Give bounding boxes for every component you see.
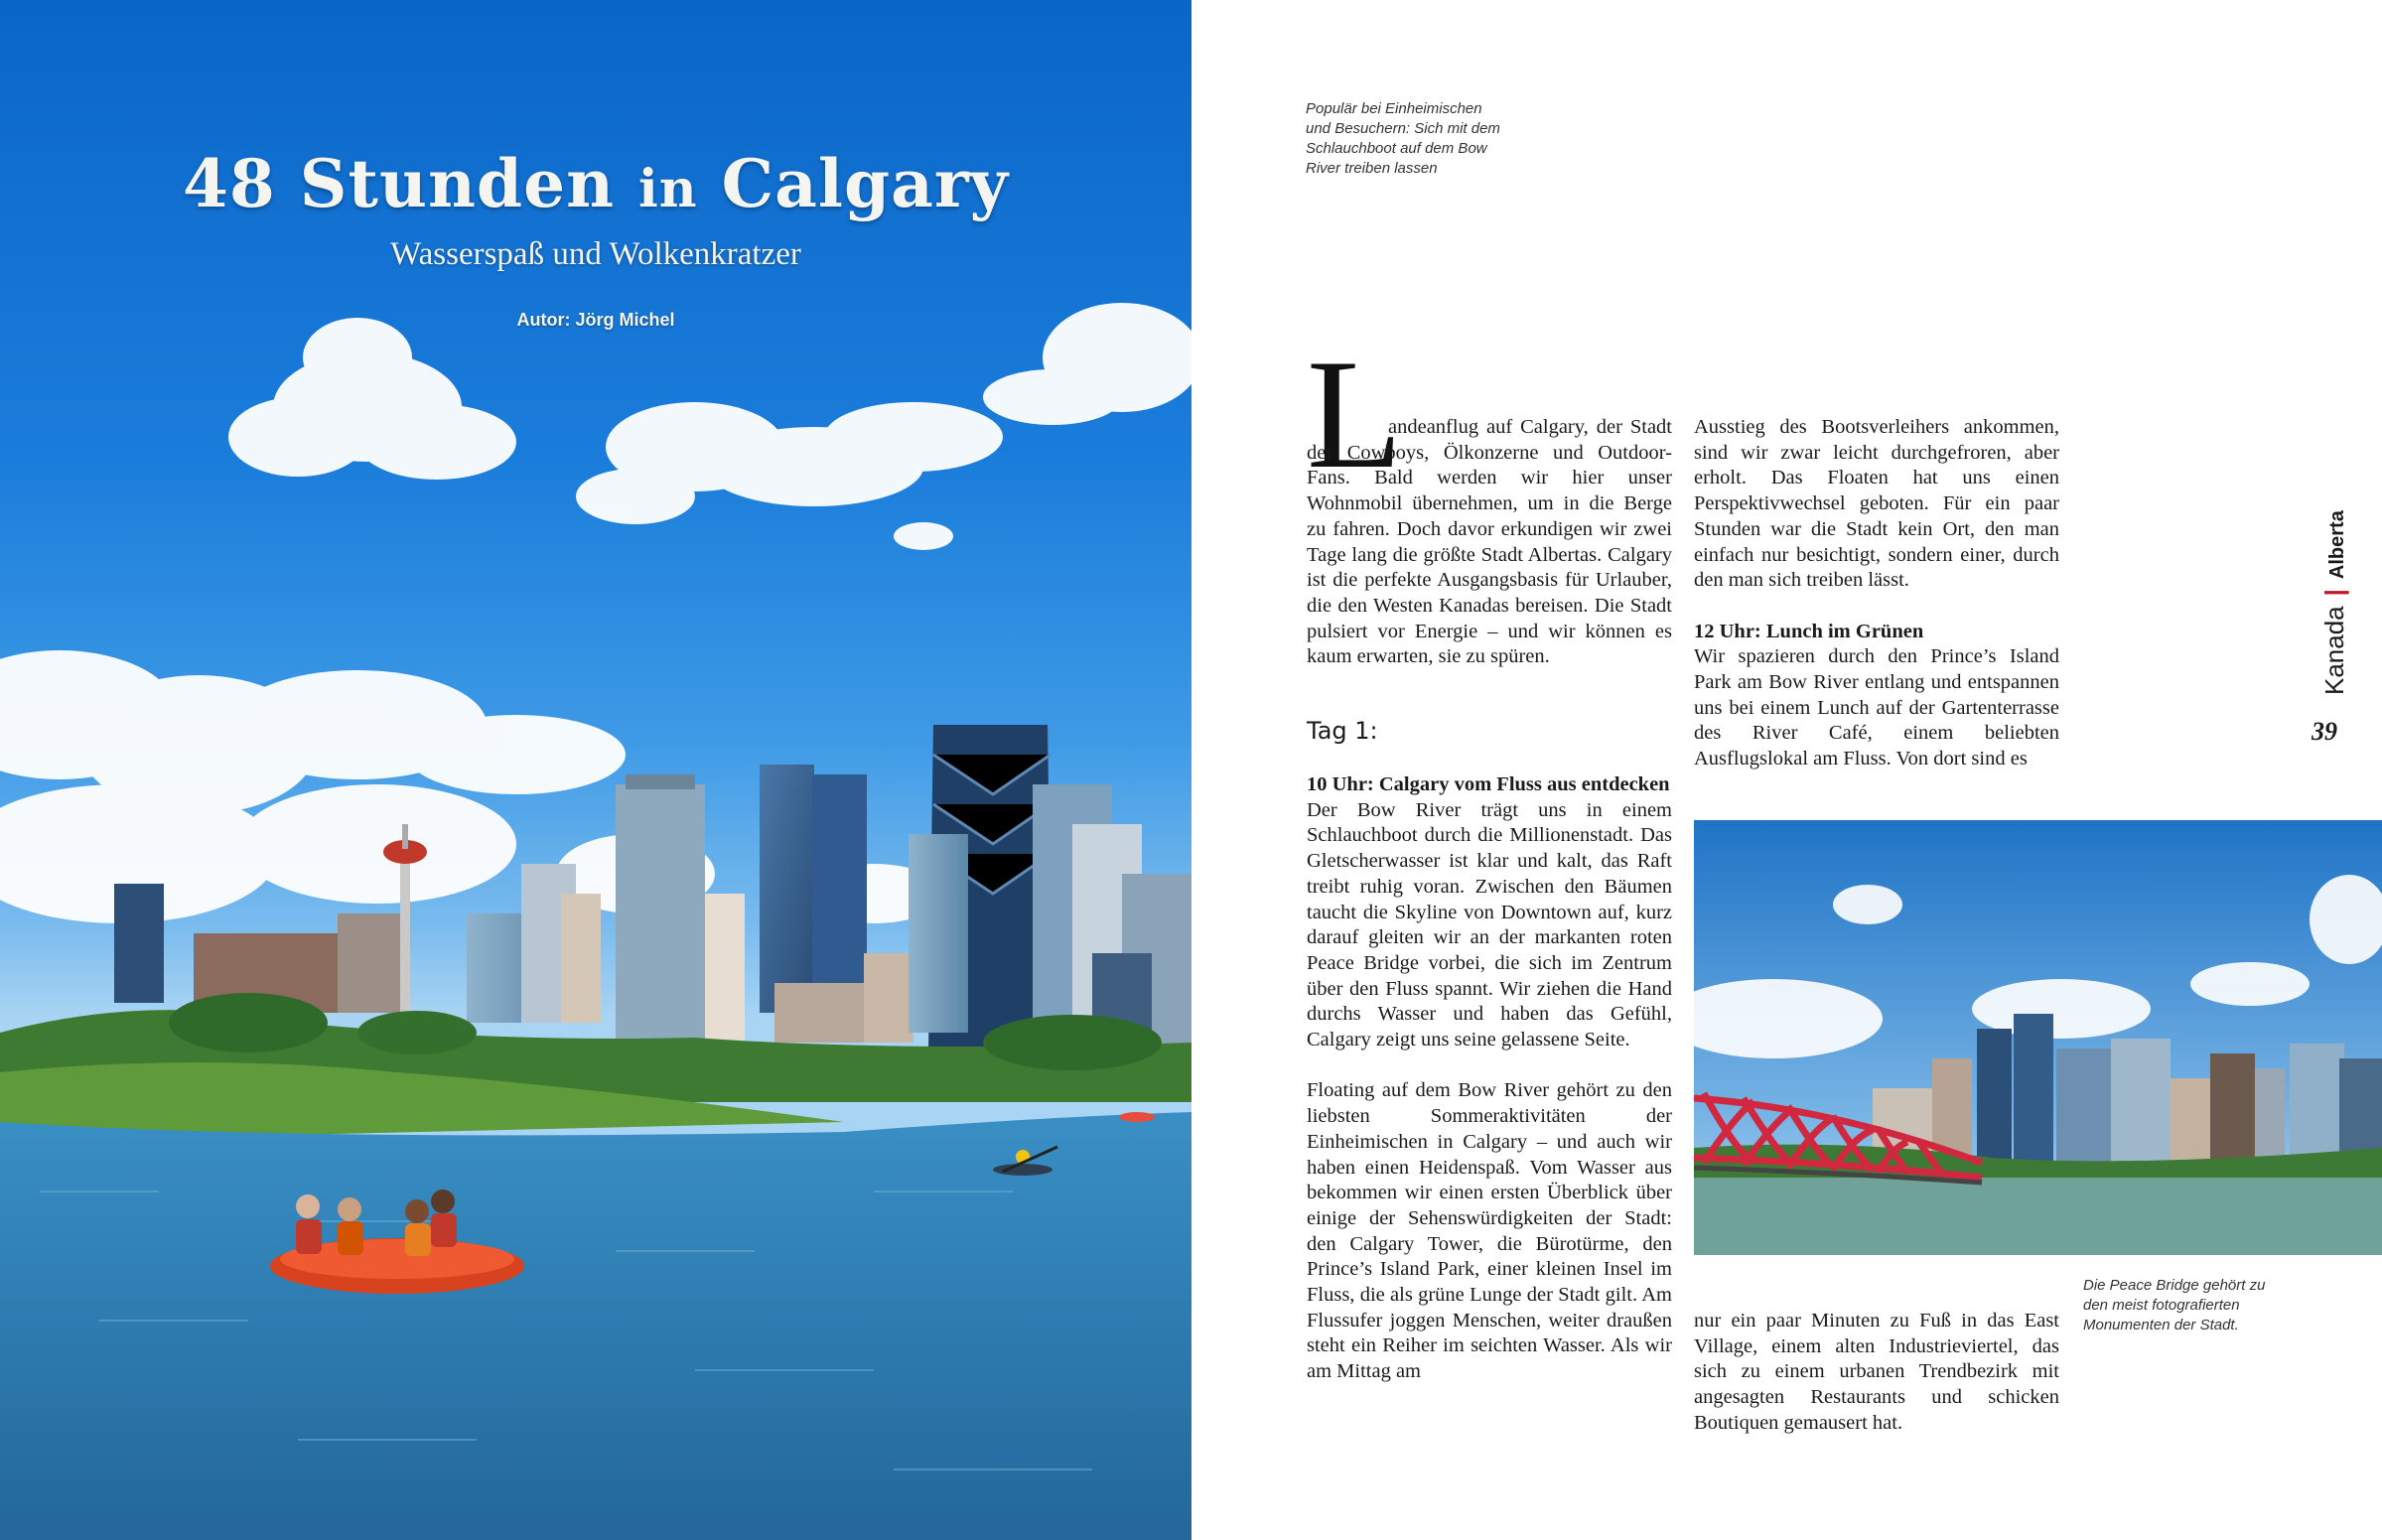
- page-number: 39: [2312, 717, 2337, 746]
- section-heading-lunch: 12 Uhr: Lunch im Grünen: [1694, 620, 1924, 642]
- body-paragraph: Der Bow River trägt uns in einem Schlauchboot durch die Millionenstadt. Das Gletscherwasser ist klar und kalt, das Raft treibt ruhig voran. Zwischen den Bäumen taucht die Skyline von Downtown auf, kurz darauf gleiten wir an der markanten roten Peace Bridge vorbei, die sich im Zentrum über den Fluss spannt. Wir ziehen die Hand durchs Wasser und haben das Gefühl, Calgary zeigt uns seine gelassene Seite.: [1307, 798, 1672, 1051]
- day-heading: Tag 1:: [1307, 717, 1378, 745]
- body-paragraph: Wir spazieren durch den Prince’s Island Park am Bow River entlang und entspannen uns bei einem Lunch auf der Gartenterrasse des River Café, einem beliebten Ausflugslokal am Fluss. Von dort sind es: [1694, 645, 2059, 770]
- region-label: Alberta: [2326, 510, 2348, 580]
- country-label: Kanada: [2319, 606, 2349, 695]
- author-byline: Autor: Jörg Michel: [516, 310, 675, 330]
- photo-caption-raft: Populär bei Einheimischen und Besuchern: Sich mit dem Schlauchboot auf dem Bow River treiben lassen: [1306, 100, 1500, 177]
- body-paragraph: Floating auf dem Bow River gehört zu den liebsten Sommeraktivitäten der Einheimischen in Calgary – und auch wir haben einen Heidenspaß. Vom Wasser aus bekommen wir einen ersten Überblick über einige der Sehenswürdigkeiten der Stadt: den Calgary Tower, die Bürotürme, den Prince’s Island Park, einer kleinen Insel im Fluss, die als grüne Lunge der Stadt gilt. Am Flussufer joggen Menschen, weiter draußen steht ein Reiher im seichten Wasser. Als wir am Mittag am: [1307, 1079, 1672, 1383]
- tab-separator: |: [2319, 589, 2349, 597]
- photo-caption-bridge: Die Peace Bridge gehört zu den meist fotografierten Monumenten der Stadt.: [2083, 1277, 2266, 1333]
- body-paragraph: nur ein paar Minuten zu Fuß in das East Village, einem alten Industrieviertel, das sich zu einem urbanen Trendbezirk mit angesagten Restaurants und schicken Boutiquen gemausert hat.: [1694, 1310, 2059, 1434]
- article-column-1-continued: [1307, 772, 1672, 1385]
- article-column-3: [1694, 1309, 2059, 1437]
- body-paragraph: Ausstieg des Bootsverleihers ankommen, sind wir zwar leicht durchgefroren, aber erholt. Das Floaten hat uns einen Perspektivwechsel geboten. Für ein paar Stunden war die Stadt kein Ort, den man einfach nur besichtigt, sondern einer, durch den man sich treiben lässt.: [1694, 416, 2059, 592]
- lead-paragraph: andeanflug auf Calgary, der Stadt der Cowboys, Ölkonzerne und Outdoor-Fans. Bald werden wir hier unser Wohnmobil übernehmen, um in die Berge zu fahren. Doch davor erkundigen wir zwei Tage lang die größte Stadt Albertas. Calgary ist die perfekte Ausgangsbasis für Urlauber, die den Westen Kanadas bereisen. Die Stadt pulsiert vor Energie – und wir können es kaum erwarten, sie zu spüren.: [1307, 416, 1672, 668]
- peace-bridge-illustration: [1694, 820, 2382, 1255]
- drop-cap: L: [1307, 328, 1403, 501]
- section-tab: [2319, 510, 2350, 695]
- article-title: 48 Stunden in Calgary: [182, 145, 1009, 222]
- section-heading-river: 10 Uhr: Calgary vom Fluss aus entdecken: [1307, 773, 1670, 795]
- article-subtitle: Wasserspaß und Wolkenkratzer: [390, 236, 801, 272]
- article-column-1: [1307, 415, 1672, 670]
- peace-bridge-photo: [1694, 820, 2382, 1255]
- article-column-2: [1694, 415, 2059, 772]
